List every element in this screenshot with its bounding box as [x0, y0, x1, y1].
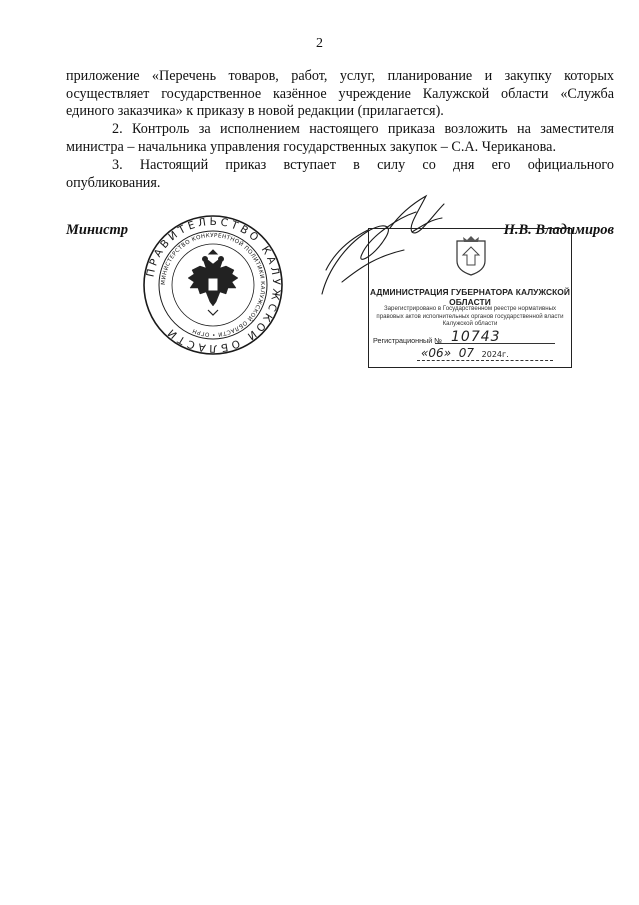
registration-number: 10743 [451, 329, 501, 345]
date-year: 2024г. [481, 350, 509, 359]
page-number: 2 [316, 36, 323, 51]
signatory-name: Н.В. Владимиров [503, 222, 614, 238]
paragraph-2 [66, 121, 614, 156]
paragraph-3-line-1: 3. Настоящий приказ вступает в силу со дня его официального [112, 157, 614, 173]
stamp-text-line-1: Зарегистрировано в Государственном реестре нормативных [383, 305, 556, 312]
stamp-title: АДМИНИСТРАЦИЯ ГУБЕРНАТОРА КАЛУЖСКОЙ ОБЛАСТИ [369, 287, 571, 307]
date-underline [417, 360, 553, 361]
coat-of-arms-icon [453, 235, 489, 277]
svg-text:МИНИСТЕРСТВО КОНКУРЕНТНОЙ ПОЛИ: МИНИСТЕРСТВО КОНКУРЕНТНОЙ ПОЛИТИКИ КАЛУЖСКОЙ ОБЛАСТИ • ОГРН [160, 232, 266, 338]
date-month: 07 [458, 346, 475, 360]
official-seal-icon [142, 214, 284, 356]
svg-text:ПРАВИТЕЛЬСТВО КАЛУЖСКОЙ ОБЛАСТ: ПРАВИТЕЛЬСТВО КАЛУЖСКОЙ ОБЛАСТИ [144, 215, 283, 355]
paragraph-3-line-2: опубликования. [66, 174, 161, 191]
paragraph-1-line-2: осуществляет государственное казённое учреждение Калужской области «Служба [66, 85, 614, 102]
paragraph-1 [66, 68, 614, 121]
stamp-text-line-2: правовых актов исполнительных органов государственной власти [376, 312, 564, 320]
stamp-text [373, 305, 567, 328]
paragraph-2-line-2: министра – начальника управления государственных закупок – С.А. Чериканова. [66, 138, 556, 155]
paragraph-3 [66, 157, 614, 192]
paragraph-1-line-3: единого заказчика» к приказу в новой редакции (прилагается). [66, 103, 444, 119]
registration-date: «06» 07 2024г. [421, 346, 509, 360]
paragraph-2-line-1: 2. Контроль за исполнением настоящего приказа возложить на заместителя [112, 121, 614, 137]
stamp-text-line-3: Калужской области [442, 320, 498, 328]
registration-label: Регистрационный № [373, 336, 442, 345]
signatory-title: Министр [66, 222, 129, 238]
paragraph-1-line-1: приложение «Перечень товаров, работ, услуг, планирование и закупку которых [66, 68, 614, 84]
registration-stamp [368, 228, 572, 368]
date-day: 06 [428, 346, 444, 360]
